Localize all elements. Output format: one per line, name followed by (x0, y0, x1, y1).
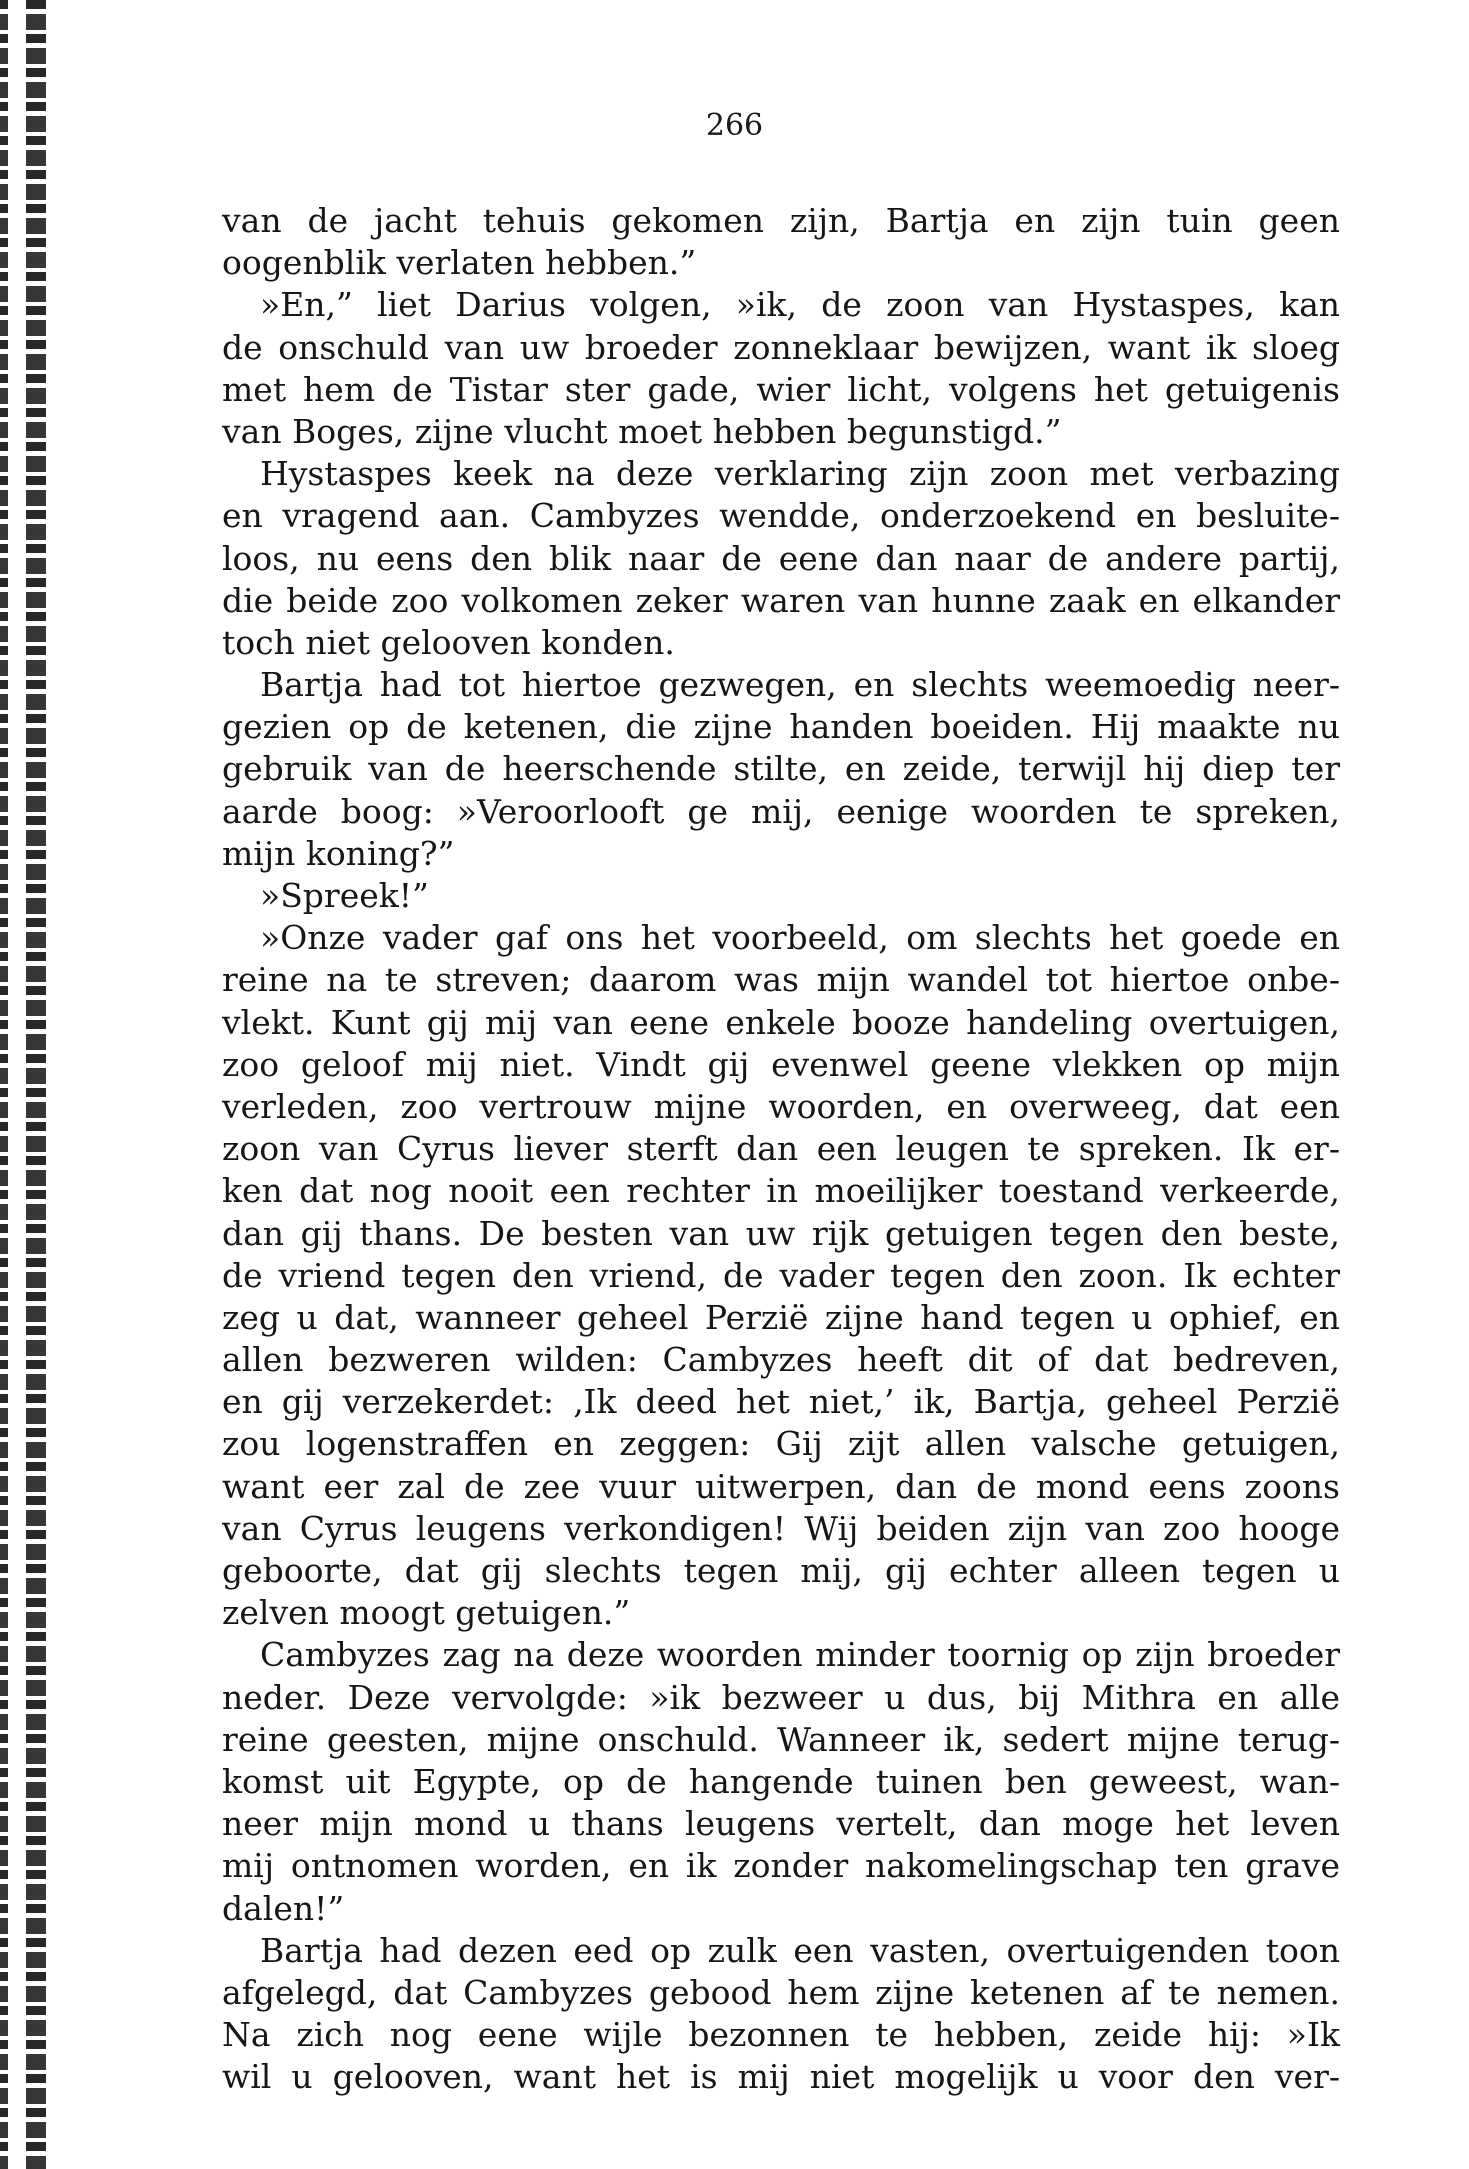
text-line: van Boges, zijne vlucht moet hebben begunstigd.” (222, 411, 1062, 451)
text-line: Hystaspes keek na deze verklaring zijn zoon met verbazing (260, 454, 1340, 494)
text-line: de onschuld van uw broeder zonneklaar bewijzen, want ik sloeg (222, 327, 1340, 367)
text-line: gezien op de ketenen, die zijne handen boeiden. Hij maakte nu (222, 707, 1340, 747)
text-line: met hem de Tistar ster gade, wier licht, volgens het getuigenis (222, 369, 1340, 409)
text-line: Na zich nog eene wijle bezonnen te hebben, zeide hij: »Ik (222, 2015, 1340, 2055)
text-line: neer mijn mond u thans leugens vertelt, dan moge het leven (222, 1804, 1340, 1844)
text-line: geboorte, dat gij slechts tegen mij, gij echter alleen tegen u (222, 1551, 1340, 1590)
text-line: Bartja had tot hiertoe gezwegen, en slechts weemoedig neer- (260, 665, 1340, 705)
text-line: mij ontnomen worden, en ik zonder nakomelingschap ten grave (222, 1846, 1340, 1886)
text-line: dalen!” (222, 1888, 345, 1928)
binding-edge (0, 0, 60, 2169)
text-line: reine na te streven; daarom was mijn wandel tot hiertoe onbe- (222, 960, 1340, 1000)
text-line: mijn koning?” (222, 833, 455, 873)
text-line: gebruik van de heerschende stilte, en zeide, terwijl hij diep ter (222, 749, 1340, 789)
text-line: allen bezweren wilden: Cambyzes heeft dit of dat bedreven, (222, 1340, 1340, 1380)
text-line: neder. Deze vervolgde: »ik bezweer u dus, bij Mithra en alle (222, 1677, 1340, 1717)
text-line: »Onze vader gaf ons het voorbeeld, om slechts het goede en (260, 918, 1340, 958)
text-line: en gij verzekerdet: ‚Ik deed het niet,’ ik, Bartja, geheel Perzië (222, 1382, 1340, 1422)
text-line: vlekt. Kunt gij mij van eene enkele booze handeling overtuigen, (222, 1002, 1340, 1042)
text-line: wil u gelooven, want het is mij niet mogelijk u voor den ver- (222, 2057, 1340, 2097)
text-line: die beide zoo volkomen zeker waren van hunne zaak en elkander (222, 580, 1340, 620)
text-line: afgelegd, dat Cambyzes gebood hem zijne ketenen af te nemen. (222, 1972, 1340, 2012)
text-line: toch niet gelooven konden. (222, 622, 675, 662)
text-line: zou logenstraffen en zeggen: Gij zijt allen valsche getuigen, (222, 1424, 1340, 1464)
text-line: loos, nu eens den blik naar de eene dan naar de andere partij, (222, 538, 1340, 578)
text-line: want eer zal de zee vuur uitwerpen, dan de mond eens zoons (222, 1466, 1340, 1506)
text-line: dan gij thans. De besten van uw rijk getuigen tegen den beste, (222, 1213, 1340, 1253)
page-number: 266 (705, 108, 764, 143)
text-line: zeg u dat, wanneer geheel Perzië zijne hand tegen u ophief, en (222, 1297, 1340, 1337)
text-line: aarde boog: »Veroorlooft ge mij, eenige woorden te spreken, (222, 791, 1340, 831)
text-line: reine geesten, mijne onschuld. Wanneer ik, sedert mijne terug- (222, 1719, 1340, 1759)
text-line: »En,” liet Darius volgen, »ik, de zoon van Hystaspes, kan (260, 285, 1340, 325)
text-line: Bartja had dezen eed op zulk een vasten, overtuigenden toon (260, 1930, 1340, 1970)
text-line: van de jacht tehuis gekomen zijn, Bartja en zijn tuin geen (222, 201, 1340, 240)
text-line: ken dat nog nooit een rechter in moeilijker toestand verkeerde, (222, 1171, 1340, 1211)
body-text (222, 200, 1340, 2098)
text-line: van Cyrus leugens verkondigen! Wij beiden zijn van zoo hooge (222, 1508, 1340, 1548)
text-line: zoon van Cyrus liever sterft dan een leugen te spreken. Ik er- (222, 1129, 1340, 1169)
text-line: de vriend tegen den vriend, de vader tegen den zoon. Ik echter (222, 1255, 1340, 1295)
text-line: verleden, zoo vertrouw mijne woorden, en overweeg, dat een (222, 1086, 1340, 1126)
text-line: en vragend aan. Cambyzes wendde, onderzoekend en besluite- (222, 496, 1340, 536)
text-line: zoo geloof mij niet. Vindt gij evenwel geene vlekken op mijn (222, 1044, 1340, 1084)
text-line: zelven moogt getuigen.” (222, 1593, 631, 1633)
text-line: komst uit Egypte, op de hangende tuinen ben geweest, wan- (222, 1761, 1340, 1801)
text-line: Cambyzes zag na deze woorden minder toornig op zijn broeder (260, 1635, 1340, 1675)
text-line: oogenblik verlaten hebben.” (222, 243, 697, 283)
text-line: »Spreek!” (260, 876, 429, 915)
